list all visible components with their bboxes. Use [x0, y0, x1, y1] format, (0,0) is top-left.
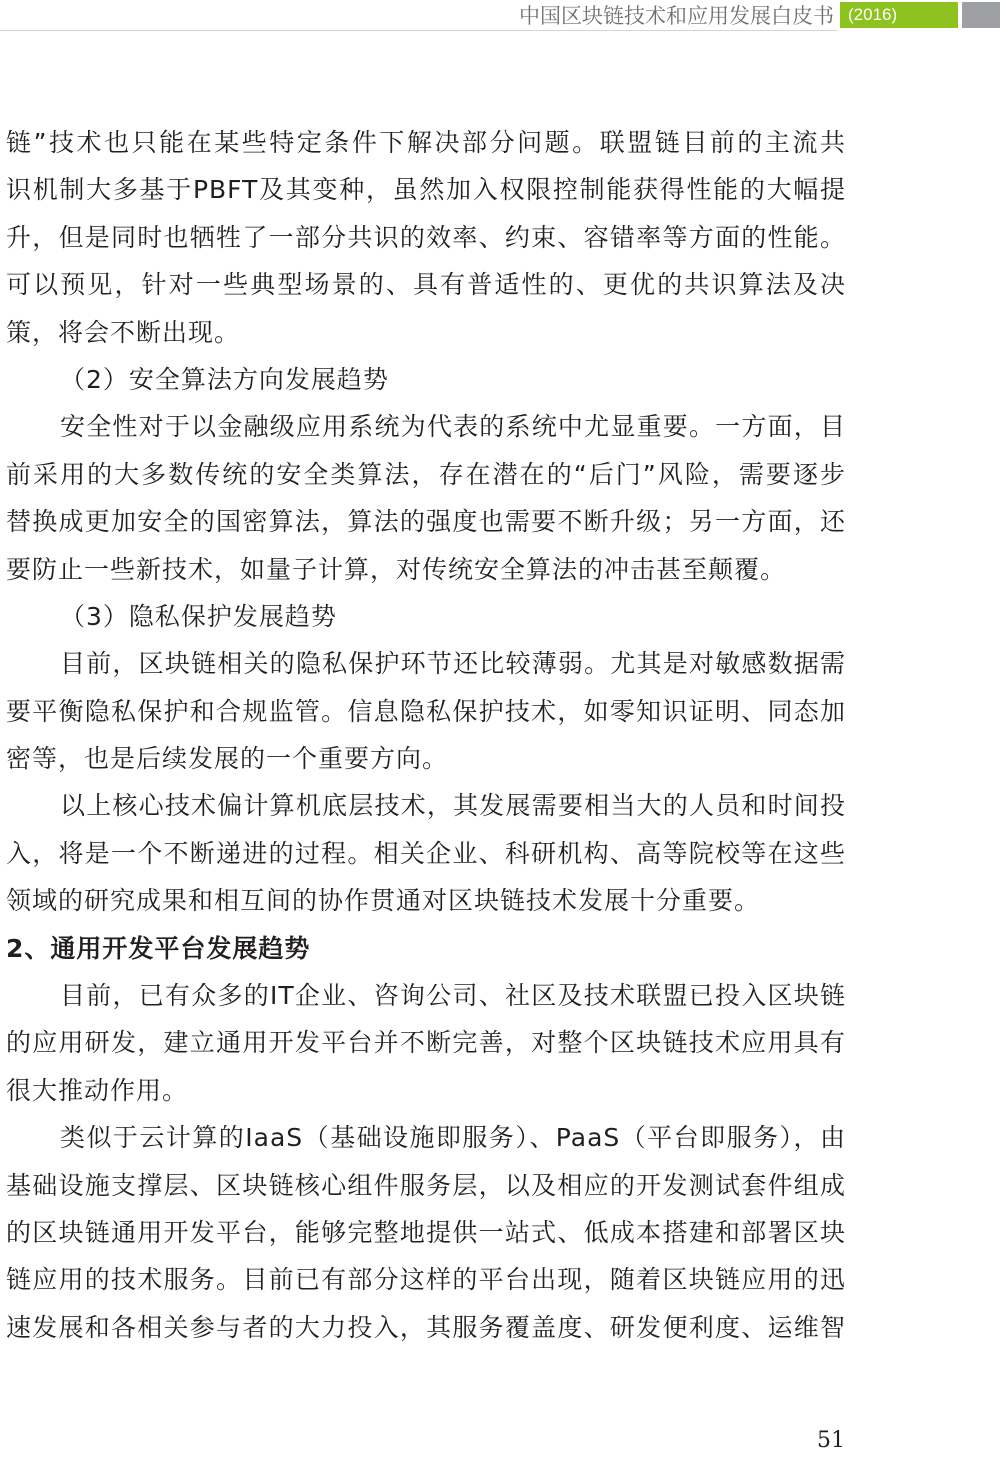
section-heading-text: 2、通用开发平台发展趋势 [6, 933, 311, 963]
text-line: 替换成更加安全的国密算法，算法的强度也需要不断升级；另一方面，还 [6, 507, 846, 537]
year-badge-label: (2016) [848, 5, 898, 24]
text-line: 链”技术也只能在某些特定条件下解决部分问题。联盟链目前的主流共 [6, 128, 846, 157]
text-line: 升，但是同时也牺牲了一部分共识的效率、约束、容错率等方面的性能。 [6, 222, 846, 252]
text-line: 以上核心技术偏计算机底层技术，其发展需要相当大的人员和时间投 [60, 791, 846, 821]
header-tab-block [962, 2, 1000, 28]
text-line: 可以预见，针对一些典型场景的、具有普适性的、更优的共识算法及决 [6, 270, 846, 300]
text-line: 速发展和各相关参与者的大力投入，其服务覆盖度、研发便利度、运维智 [6, 1312, 846, 1342]
paragraph [6, 403, 846, 593]
running-header-title: 中国区块链技术和应用发展白皮书 [519, 4, 834, 28]
text-line: 要防止一些新技术，如量子计算，对传统安全算法的冲击甚至颠覆。 [6, 554, 787, 584]
text-line: 领域的研究成果和相互间的协作贯通对区块链技术发展十分重要。 [6, 886, 761, 916]
subsection-heading [6, 593, 846, 640]
body-text [6, 119, 846, 1351]
text-line: 目前，区块链相关的隐私保护环节还比较薄弱。尤其是对敏感数据需 [60, 649, 846, 679]
paragraph-continuation [6, 119, 846, 356]
text-line: 要平衡隐私保护和合规监管。信息隐私保护技术，如零知识证明、同态加 [6, 696, 846, 726]
text-line: 基础设施支撑层、区块链核心组件服务层，以及相应的开发测试套件组成 [6, 1170, 846, 1200]
text-line: 安全性对于以金融级应用系统为代表的系统中尤显重要。一方面，目 [60, 412, 846, 442]
text-line: 目前，已有众多的IT企业、咨询公司、社区及技术联盟已投入区块链 [60, 981, 846, 1011]
paragraph [6, 640, 846, 782]
subsection-heading [6, 356, 846, 403]
paragraph [6, 1114, 846, 1351]
text-line: 识机制大多基于PBFT及其变种，虽然加入权限控制能获得性能的大幅提 [6, 175, 846, 205]
paragraph [6, 972, 846, 1114]
text-line: 策，将会不断出现。 [6, 317, 241, 347]
header-rule [0, 30, 838, 31]
text-line: 密等，也是后续发展的一个重要方向。 [6, 744, 449, 774]
text-line: 很大推动作用。 [6, 1075, 189, 1105]
text-line: 入，将是一个不断递进的过程。相关企业、科研机构、高等院校等在这些 [6, 838, 846, 868]
text-line: 类似于云计算的IaaS（基础设施即服务）、PaaS（平台即服务），由 [60, 1123, 846, 1153]
text-line: 前采用的大多数传统的安全类算法，存在潜在的“后门”风险，需要逐步 [6, 459, 846, 489]
text-line: 的区块链通用开发平台，能够完整地提供一站式、低成本搭建和部署区块 [6, 1217, 846, 1247]
year-badge [840, 2, 958, 28]
subsection-heading-text: （3）隐私保护发展趋势 [60, 601, 337, 631]
text-line: 链应用的技术服务。目前已有部分这样的平台出现，随着区块链应用的迅 [6, 1265, 846, 1295]
section-heading [6, 925, 846, 972]
text-line: 的应用研发，建立通用开发平台并不断完善，对整个区块链技术应用具有 [6, 1028, 846, 1058]
page-number: 51 [817, 1428, 845, 1453]
subsection-heading-text: （2）安全算法方向发展趋势 [60, 364, 389, 394]
paragraph [6, 782, 846, 924]
